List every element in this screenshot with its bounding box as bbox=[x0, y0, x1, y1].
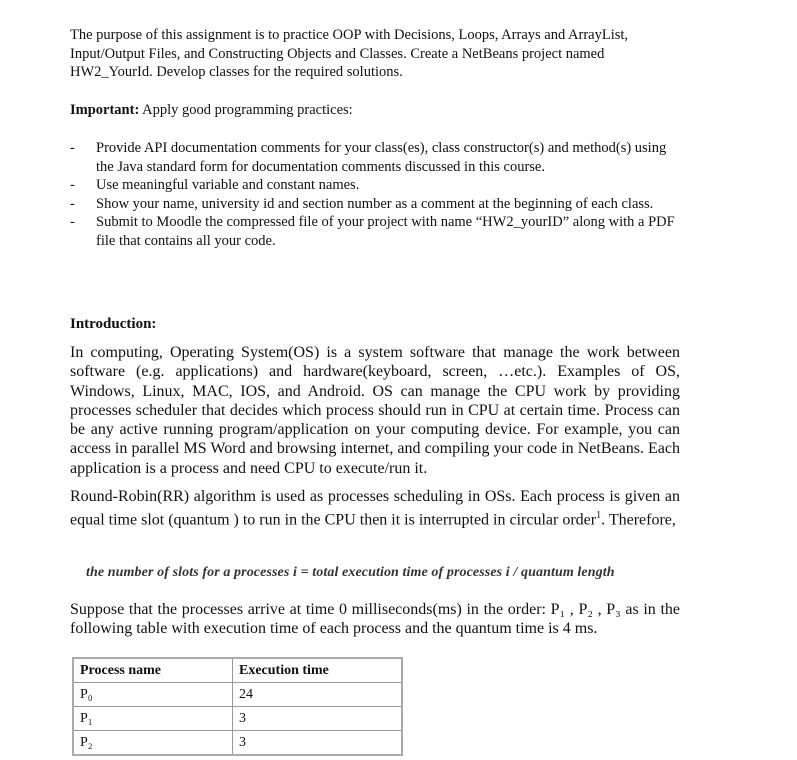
table-header-row bbox=[73, 658, 402, 683]
list-item bbox=[70, 213, 680, 250]
bullet-dash-icon: - bbox=[70, 177, 75, 193]
practices-list bbox=[70, 139, 680, 250]
list-item bbox=[70, 195, 680, 214]
process-name-cell: P₂ bbox=[73, 731, 233, 756]
list-item-text: Use meaningful variable and constant names. bbox=[96, 177, 360, 193]
important-text: Apply good programming practices: bbox=[142, 102, 353, 118]
list-item-text: Show your name, university id and section number as a comment at the beginning of each class. bbox=[96, 195, 654, 212]
bullet-dash-icon: - bbox=[70, 214, 75, 230]
rr-paragraph-main: Round-Robin(RR) algorithm is used as processes scheduling in OSs. Each process is given an equal time slot (quantum ) to run in the CPU then it is interrupted in circular order bbox=[70, 488, 680, 529]
column-header-process-name: Process name bbox=[73, 658, 233, 683]
introduction-heading: Introduction: bbox=[70, 316, 157, 332]
process-name-cell: P₀ bbox=[73, 683, 233, 707]
important-line bbox=[70, 101, 680, 120]
introduction-paragraph: In computing, Operating System(OS) is a system software that manage the work between software (e.g. applications) and hardware(keyboard, screen, …etc.). Examples of OS, Windows, Linux, MAC, IOS, and Android. OS can manage the CPU work by providing processes scheduler that decides which process should run in CPU at certain time. Process can be any active running program/application on your computing device. For example, you can access in parallel MS Word and browsing internet, and compiling your code in NetBeans. Each application is a process and need CPU to execute/run it. bbox=[70, 344, 680, 477]
bullet-dash-icon: - bbox=[70, 140, 75, 156]
execution-time-cell: 3 bbox=[233, 707, 403, 731]
table-row bbox=[73, 683, 402, 707]
list-item bbox=[70, 139, 680, 176]
footnote-marker: 1 bbox=[596, 510, 602, 522]
bullet-dash-icon: - bbox=[70, 195, 75, 212]
list-item-text: Submit to Moodle the compressed file of your project with name “HW2_yourID” along with a PDF file that contains all your code. bbox=[96, 214, 675, 249]
rr-paragraph-end: . Therefore, bbox=[601, 511, 676, 529]
column-header-execution-time: Execution time bbox=[233, 658, 403, 683]
process-name-cell: P₁ bbox=[73, 707, 233, 731]
process-table bbox=[72, 657, 403, 756]
suppose-paragraph: Suppose that the processes arrive at time 0 milliseconds(ms) in the order: P₁ , P₂ , P₃ as in the following table with execution time of each process and the quantum time is 4 ms. bbox=[70, 601, 680, 638]
intro-paragraph: The purpose of this assignment is to practice OOP with Decisions, Loops, Arrays and ArrayList, Input/Output Files, and Constructing Objects and Classes. Create a NetBeans project named HW2_YourId. Develop classes for the required solutions. bbox=[70, 27, 629, 80]
execution-time-cell: 3 bbox=[233, 731, 403, 756]
list-item-text: Provide API documentation comments for your class(es), class constructor(s) and method(s) using the Java standard form for documentation comments discussed in this course. bbox=[96, 140, 667, 175]
formula: the number of slots for a processes i = total execution time of processes i / quantum length bbox=[86, 565, 615, 580]
list-item bbox=[70, 176, 680, 195]
important-label: Important: bbox=[70, 102, 140, 118]
execution-time-cell: 24 bbox=[233, 683, 403, 707]
table-row bbox=[73, 707, 402, 731]
rr-paragraph bbox=[70, 487, 680, 530]
table-row bbox=[73, 731, 402, 756]
